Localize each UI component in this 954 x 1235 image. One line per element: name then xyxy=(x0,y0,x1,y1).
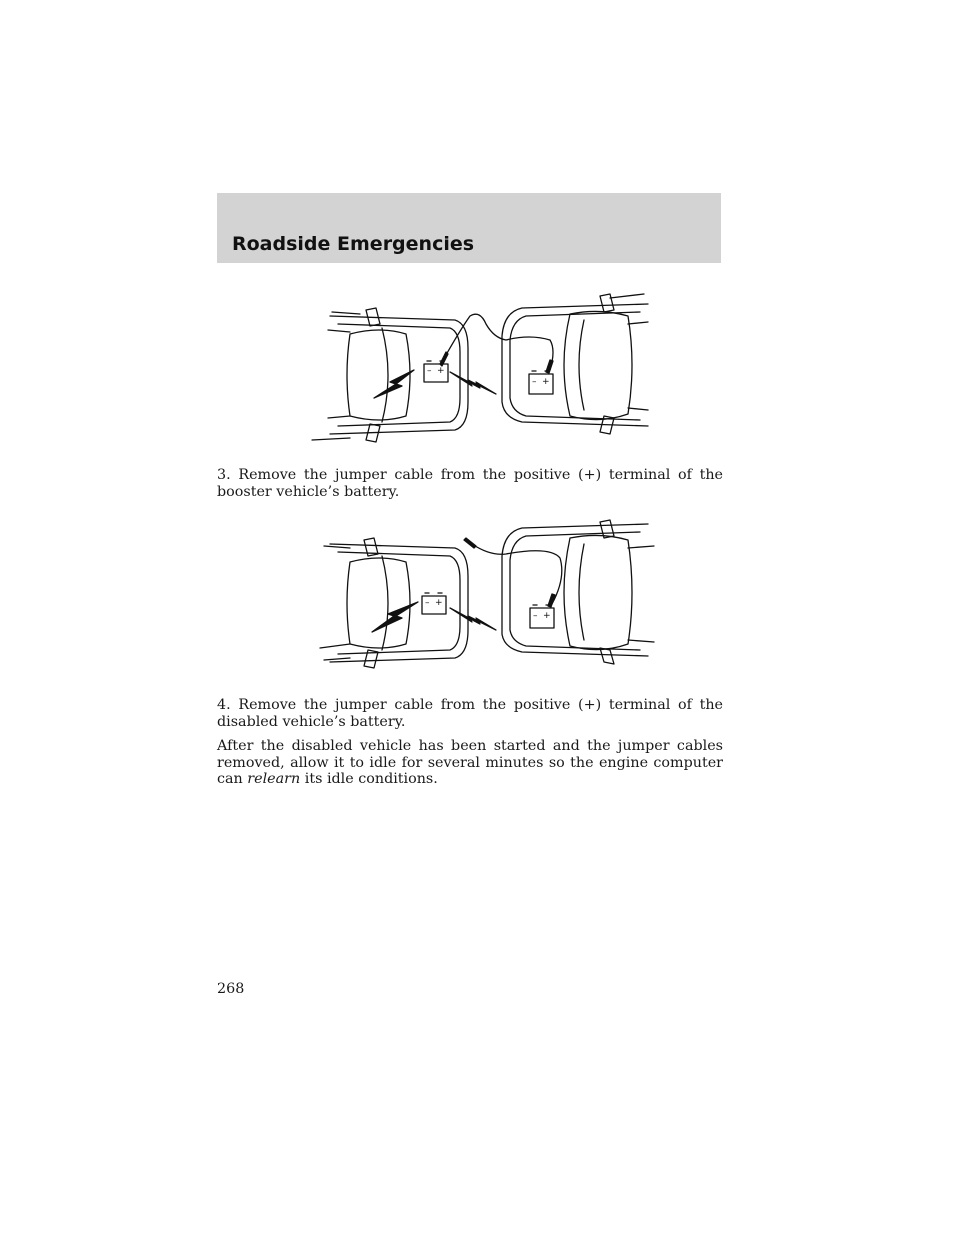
section-header-band xyxy=(217,193,721,263)
battery-plus-label: + xyxy=(437,366,445,376)
note-text-end: its idle conditions. xyxy=(300,771,438,787)
note-italic-term: relearn xyxy=(247,771,301,787)
right-vehicle-illustration xyxy=(502,520,654,664)
page-number: 268 xyxy=(217,981,245,997)
battery-minus-label: – xyxy=(533,611,538,621)
step-3-text: 3. Remove the jumper cable from the positive (+) terminal of the booster vehicle’s battery. xyxy=(217,467,723,500)
battery-minus-label: – xyxy=(425,598,430,608)
step-4-text: 4. Remove the jumper cable from the positive (+) terminal of the disabled vehicle’s battery. xyxy=(217,697,723,730)
jump-start-figure-1 xyxy=(310,290,655,455)
battery-plus-label: + xyxy=(543,611,551,621)
note-text-start: After the disabled vehicle has been started and the jumper cables removed, allow it to idle for several minutes so the engine computer can xyxy=(217,738,723,787)
jumper-cable xyxy=(440,314,553,373)
jump-start-figure-2 xyxy=(310,518,655,683)
battery-minus-label: – xyxy=(427,366,432,376)
battery-minus-label: – xyxy=(532,377,537,387)
right-vehicle-illustration xyxy=(502,294,648,434)
battery-plus-label: + xyxy=(435,598,443,608)
after-start-note xyxy=(217,738,723,788)
section-title: Roadside Emergencies xyxy=(232,233,475,255)
battery-plus-label: + xyxy=(542,377,550,387)
